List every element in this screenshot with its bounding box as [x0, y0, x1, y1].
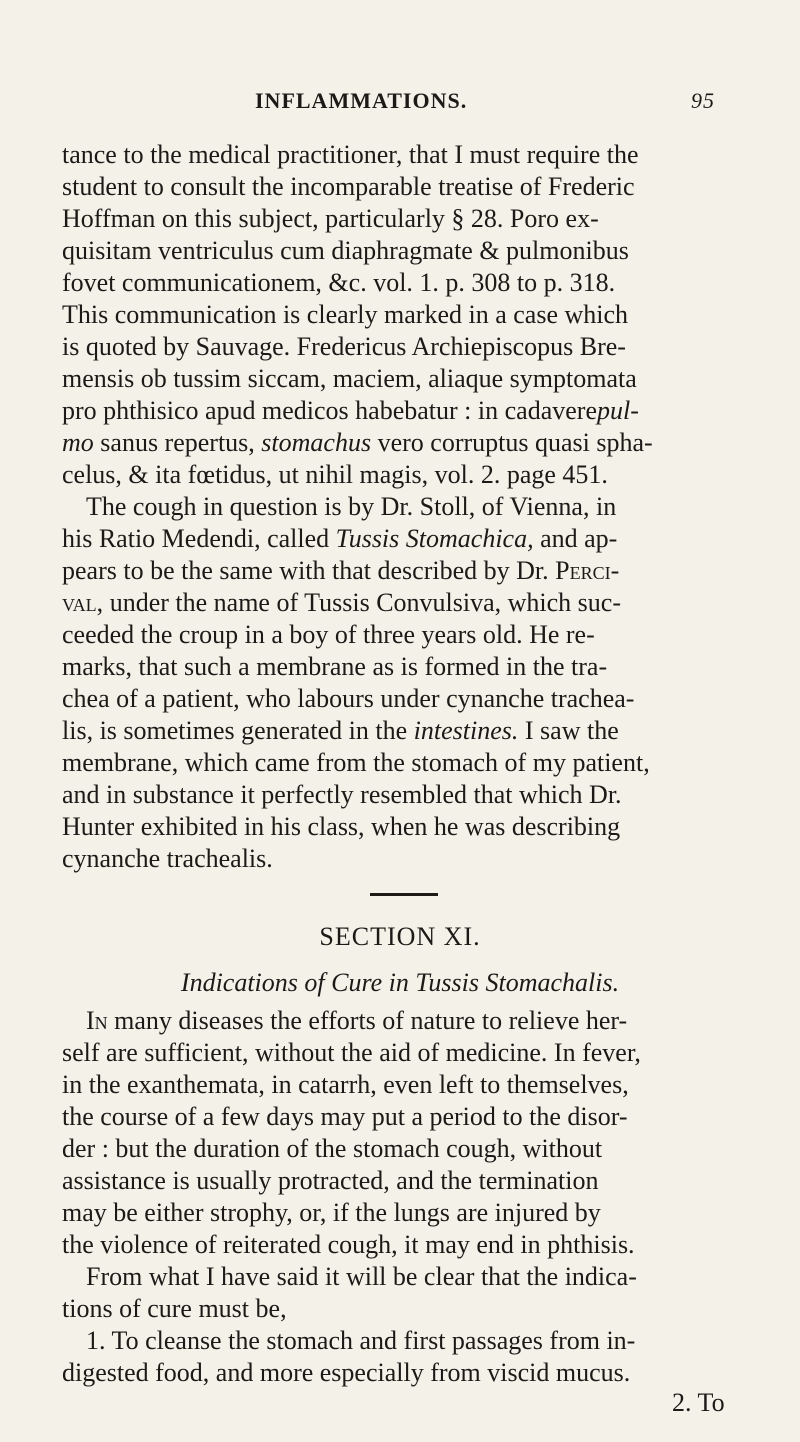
italic-run: stomachus: [261, 428, 372, 457]
text-line: is quoted by Sauvage. Fredericus Archiepiscopus Bre-: [62, 332, 626, 361]
text-run: and ap-: [540, 524, 618, 553]
text-line: The cough in question is by Dr. Stoll, of Vienna, in: [86, 492, 617, 521]
small-caps-run: In: [86, 1006, 108, 1035]
page-header: [255, 88, 715, 118]
text-run: sanus repertus,: [100, 428, 255, 457]
text-line: [62, 586, 621, 620]
text-line: [62, 426, 653, 460]
running-title: INFLAMMATIONS.: [255, 88, 468, 113]
italic-run: Tussis Stomachica,: [335, 524, 534, 553]
text-line: ceeded the croup in a boy of three years old. He re-: [62, 620, 595, 649]
text-line: tance to the medical practitioner, that I must require the: [62, 140, 639, 169]
text-run: under the name of Tussis Convulsiva, which suc-: [109, 588, 621, 617]
text-line: This communication is clearly marked in a case which: [62, 300, 629, 329]
page-number: 95: [691, 88, 715, 113]
text-line: self are sufficient, without the aid of medicine. In fever,: [62, 1038, 641, 1067]
small-caps-run: val,: [62, 588, 104, 617]
italic-run: pul-: [596, 396, 639, 425]
section-title: SECTION XI.: [319, 922, 481, 951]
text-line: may be either strophy, or, if the lungs are injured by: [62, 1198, 601, 1227]
section-subtitle: Indications of Cure in Tussis Stomachalis.: [180, 968, 620, 997]
italic-run: intestines.: [413, 716, 519, 745]
catchword: 2. To: [672, 1388, 725, 1417]
text-line: From what I have said it will be clear that the indica-: [86, 1262, 637, 1291]
text-line: [62, 714, 619, 748]
text-run: pears to be the same with that described by Dr.: [62, 556, 549, 585]
text-line: der : but the duration of the stomach cough, without: [62, 1134, 603, 1163]
text-line: Hunter exhibited in his class, when he was describing: [62, 812, 621, 841]
text-line: cynanche trachealis.: [62, 844, 273, 873]
text-line: the violence of reiterated cough, it may end in phthisis.: [62, 1230, 635, 1259]
small-caps-run: Perci-: [555, 556, 620, 585]
section-divider: [370, 893, 438, 896]
text-line: celus, & ita fœtidus, ut nihil magis, vol. 2. page 451.: [62, 460, 608, 489]
text-line: Hoffman on this subject, particularly § 28. Poro ex-: [62, 204, 599, 233]
text-line: quisitam ventriculus cum diaphragmate & pulmonibus: [62, 236, 629, 265]
text-line: marks, that such a membrane as is formed in the tra-: [62, 652, 608, 681]
text-line: and in substance it perfectly resembled that which Dr.: [62, 780, 622, 809]
text-line: student to consult the incomparable treatise of Frederic: [62, 172, 635, 201]
text-run: I saw the: [524, 716, 619, 745]
text-line: 1. To cleanse the stomach and first passages from in-: [86, 1326, 636, 1355]
text-run: pro phthisico apud medicos habebatur : in cadavere: [62, 396, 597, 425]
text-run: many diseases the efforts of nature to relieve her-: [114, 1006, 628, 1035]
text-run: lis, is sometimes generated in the: [62, 716, 408, 745]
text-line: [62, 554, 619, 588]
text-line: membrane, which came from the stomach of my patient,: [62, 748, 650, 777]
text-line: tions of cure must be,: [62, 1294, 287, 1323]
text-line: [62, 394, 639, 428]
italic-run: mo: [62, 428, 94, 457]
text-line: [62, 522, 617, 556]
text-line: the course of a few days may put a period to the disor-: [62, 1102, 628, 1131]
text-line: in the exanthemata, in catarrh, even left to themselves,: [62, 1070, 629, 1099]
text-line: fovet communicationem, &c. vol. 1. p. 308 to p. 318.: [62, 268, 616, 297]
text-line: assistance is usually protracted, and the termination: [62, 1166, 599, 1195]
text-line: chea of a patient, who labours under cynanche trachea-: [62, 684, 635, 713]
text-line: digested food, and more especially from viscid mucus.: [62, 1358, 631, 1387]
text-run: vero corruptus quasi spha-: [377, 428, 653, 457]
text-line: mensis ob tussim siccam, maciem, aliaque symptomata: [62, 364, 637, 393]
text-run: his Ratio Medendi, called: [62, 524, 330, 553]
text-line: [86, 1004, 627, 1038]
